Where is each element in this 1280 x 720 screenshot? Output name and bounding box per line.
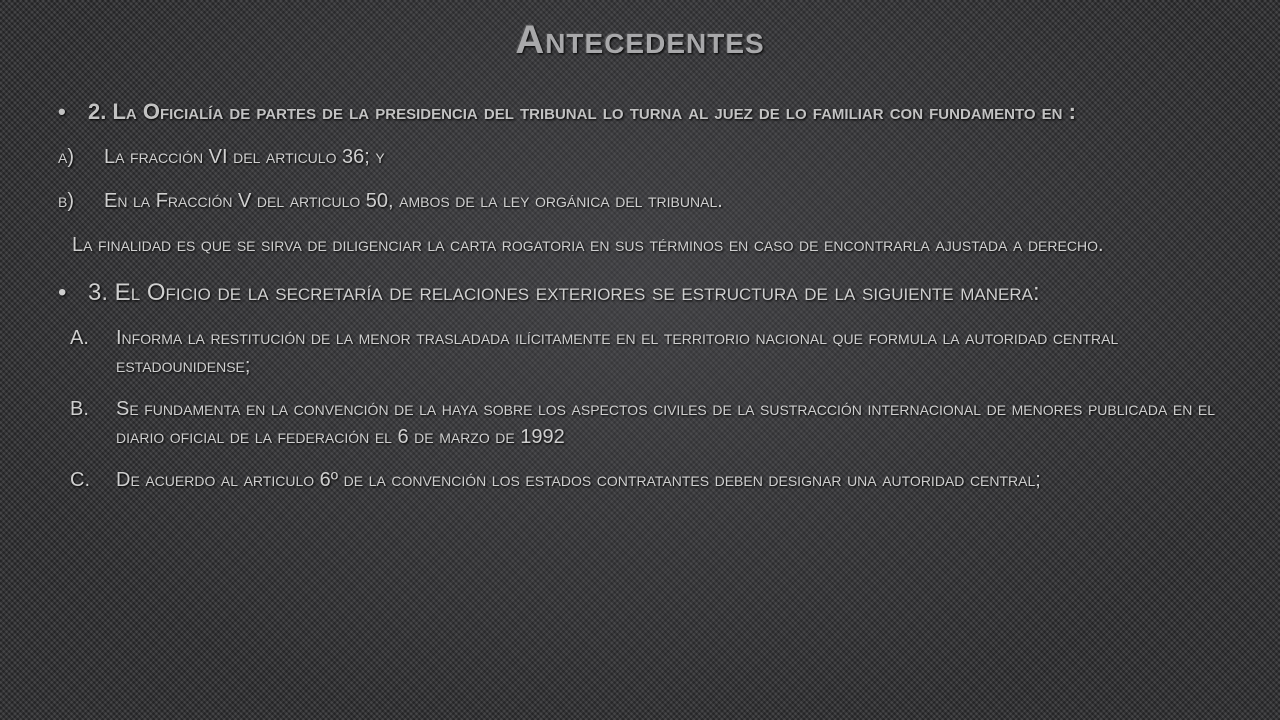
finalidad-paragraph: La finalidad es que se sirva de diligenciar la carta rogatoria en sus términos en caso de encontrarla ajustada a derecho. xyxy=(72,234,1104,256)
point-3-text: 3. El Oficio de la secretaría de relaciones exteriores se estructura de la siguiente manera: xyxy=(88,279,1040,306)
lettered-item-marker: B. xyxy=(70,398,89,420)
sub-item-text: En la Fracción V del articulo 50, ambos de la ley orgánica del tribunal. xyxy=(104,190,723,212)
lettered-item-a xyxy=(70,324,1232,380)
sub-item-a xyxy=(58,143,1232,171)
bullet-point-3 xyxy=(58,277,1232,309)
bullet-icon: • xyxy=(58,99,66,124)
sub-item-b xyxy=(58,187,1232,215)
lettered-item-text: De acuerdo al articulo 6º de la convención los estados contratantes deben designar una autoridad central; xyxy=(116,469,1041,491)
sub-item-marker: b) xyxy=(58,190,74,212)
point-2-text: 2. La Oficialía de partes de la presidencia del tribunal lo turna al juez de lo familiar con fundamento en : xyxy=(88,99,1076,124)
sub-item-marker: a) xyxy=(58,146,74,168)
sub-item-text: La fracción VI del articulo 36; y xyxy=(104,146,385,168)
bullet-point-2 xyxy=(58,96,1232,127)
slide-title: Antecedentes xyxy=(515,18,765,62)
lettered-item-text: Informa la restitución de la menor trasladada ilícitamente en el territorio nacional que formula la autoridad central estadounidense; xyxy=(116,327,1119,377)
bullet-icon: • xyxy=(58,279,67,306)
lettered-item-c xyxy=(70,466,1232,494)
lettered-item-text: Se fundamenta en la convención de la haya sobre los aspectos civiles de la sustracción internacional de menores publicada en el diario oficial de la federación el 6 de marzo de 1992 xyxy=(116,398,1215,448)
lettered-item-b xyxy=(70,395,1232,451)
lettered-item-marker: A. xyxy=(70,327,89,349)
slide-content xyxy=(58,96,1232,494)
lettered-item-marker: C. xyxy=(70,469,90,491)
